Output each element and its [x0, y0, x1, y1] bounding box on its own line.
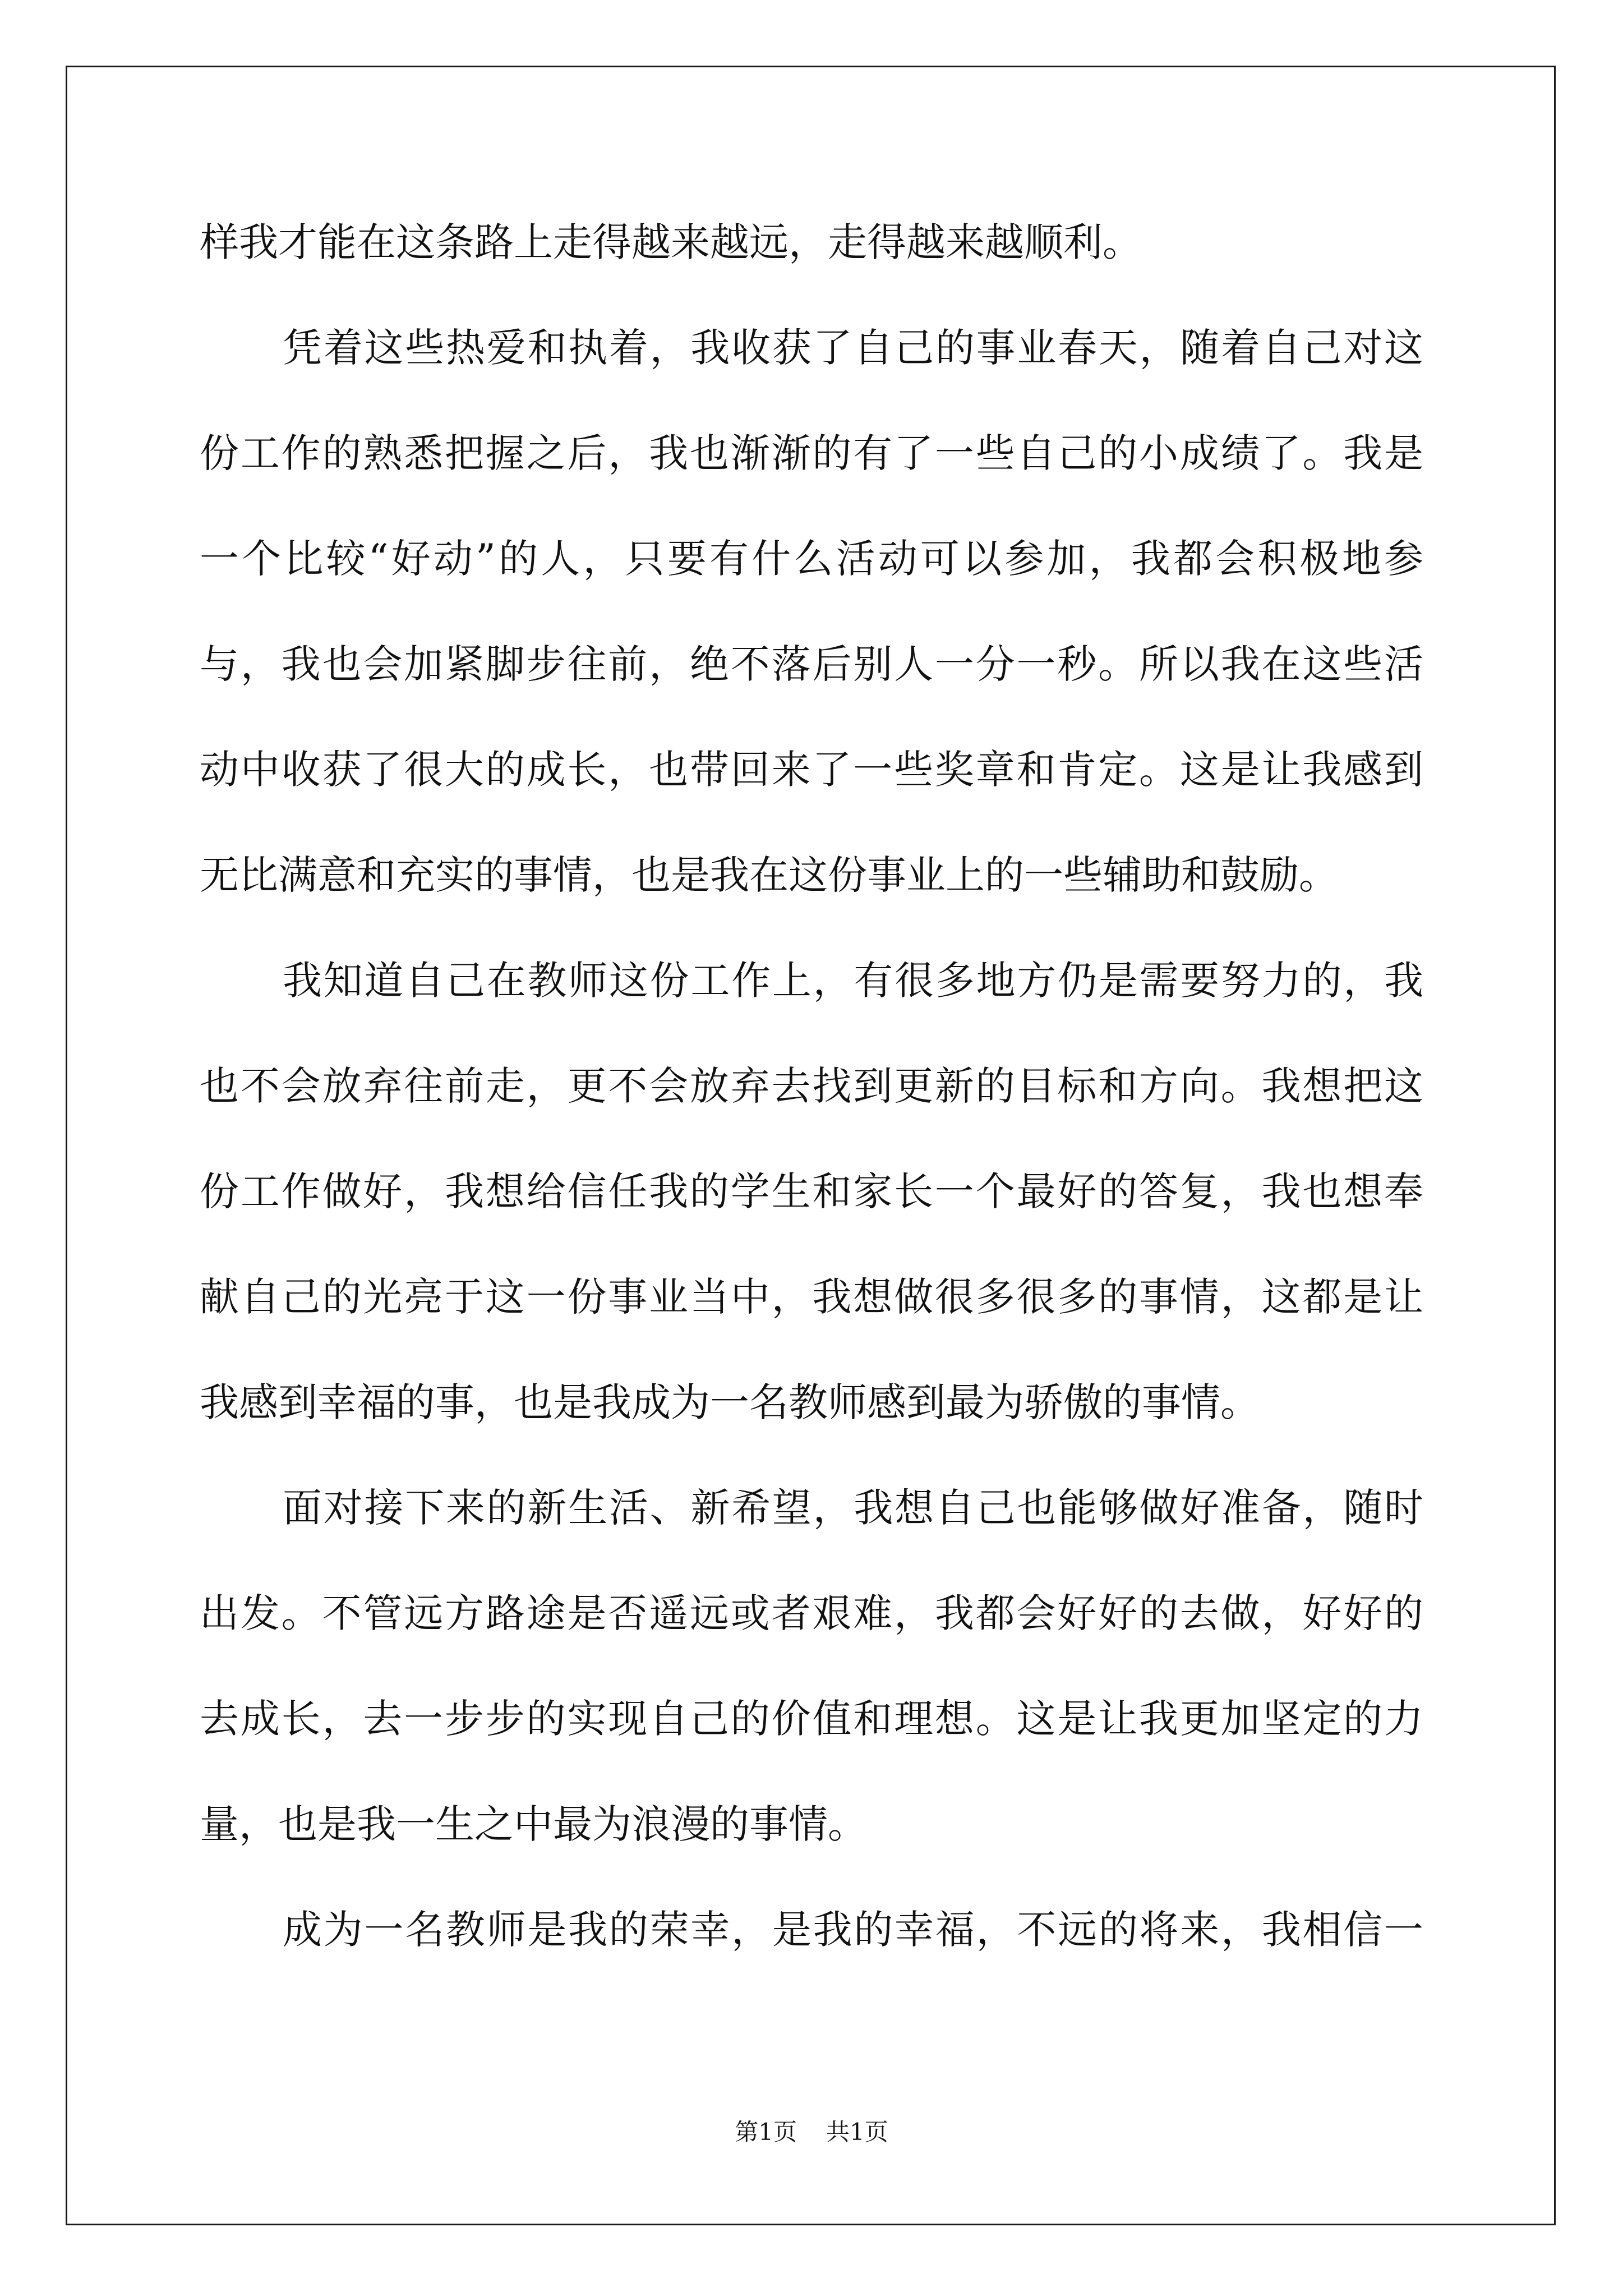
- text-line: 一个比较“好动”的人，只要有什么活动可以参加，我都会积极地参: [200, 536, 1423, 582]
- page-number-current: 第1页: [735, 2118, 797, 2146]
- document-body: [200, 190, 1423, 1982]
- text-line: 份工作的熟悉把握之后，我也渐渐的有了一些自己的小成绩了。我是: [200, 430, 1423, 476]
- text-line: 去成长，去一步步的实现自己的价值和理想。这是让我更加坚定的力: [200, 1696, 1423, 1742]
- text-line: 样我才能在这条路上走得越来越远，走得越来越顺利。: [200, 219, 1142, 265]
- paragraph-first-line: 面对接下来的新生活、新希望，我想自己也能够做好准备，随时: [283, 1485, 1423, 1531]
- page-footer: [0, 2114, 1623, 2147]
- text-line: 我感到幸福的事，也是我成为一名教师感到最为骄傲的事情。: [200, 1379, 1260, 1425]
- text-line: 出发。不管远方路途是否遥远或者艰难，我都会好好的去做，好好的: [200, 1590, 1423, 1636]
- text-line: 份工作做好，我想给信任我的学生和家长一个最好的答复，我也想奉: [200, 1168, 1423, 1214]
- page-number-total: 共1页: [826, 2118, 888, 2146]
- paragraph-first-line: 我知道自己在教师这份工作上，有很多地方仍是需要努力的，我: [283, 958, 1423, 1004]
- paragraph-first-line: 成为一名教师是我的荣幸，是我的幸福，不远的将来，我相信一: [283, 1907, 1423, 1953]
- text-line: 也不会放弃往前走，更不会放弃去找到更新的目标和方向。我想把这: [200, 1063, 1423, 1109]
- text-line: 无比满意和充实的事情，也是我在这份事业上的一些辅助和鼓励。: [200, 852, 1338, 898]
- text-line: 与，我也会加紧脚步往前，绝不落后别人一分一秒。所以我在这些活: [200, 641, 1423, 687]
- paragraph-first-line: 凭着这些热爱和执着，我收获了自己的事业春天，随着自己对这: [283, 325, 1423, 371]
- text-line: 量，也是我一生之中最为浪漫的事情。: [200, 1801, 867, 1847]
- text-line: 献自己的光亮于这一份事业当中，我想做很多很多的事情，这都是让: [200, 1274, 1423, 1320]
- text-line: 动中收获了很大的成长，也带回来了一些奖章和肯定。这是让我感到: [200, 747, 1423, 793]
